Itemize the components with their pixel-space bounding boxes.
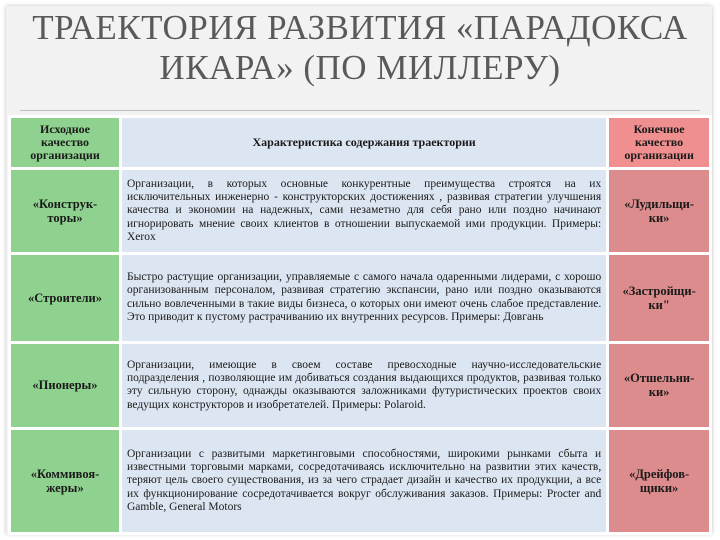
cell-trajectory-description: Быстро растущие организации, управляемые с самого начала одаренными лидерами, с хорошо организованным персоналом, развивая стратегию экспансии, рано или поздно оказываются сильно вовлеченными в такие виды бизнеса, о которых они имеют очень слабое представление. Это приводит к пустому растрачиванию их внутренних ресурсов. Примеры: Довгань (121, 253, 608, 342)
title-line-1: ТРАЕКТОРИЯ РАЗВИТИЯ «ПАРАДОКСА (32, 8, 688, 47)
icarus-paradox-table (8, 115, 712, 535)
cell-initial-quality: «Конструк-торы» (10, 169, 121, 254)
table-row (10, 169, 711, 254)
table-row (10, 342, 711, 429)
cell-trajectory-description: Организации с развитыми маркетинговыми способностями, широкими рынками сбыта и известными торговыми марками, сосредотачиваясь исключительно на развитии этих качеств, теряют цель своего существования, из за чего страдает дизайн и качество их продукции, а все их функционирование сосредотачивается вокруг обслуживания заказов. Примеры: Procter and Gamble, General Motors (121, 429, 608, 534)
table-row (10, 253, 711, 342)
cell-initial-quality: «Коммивоя-жеры» (10, 429, 121, 534)
cell-trajectory-description: Организации, имеющие в своем составе превосходные научно-исследовательские подразделения , позволяющие им добиваться создания выдающихся продуктов, развивая только эту сильную сторону, однажды оказываются заложниками футуристических проектов своих ведущих конструкторов и изобретателей. Примеры: Polaroid. (121, 342, 608, 429)
title-divider (20, 110, 700, 111)
title-line-2: ИКАРА» (ПО МИЛЛЕРУ) (159, 48, 561, 87)
header-trajectory-description: Характеристика содержания траектории (121, 117, 608, 169)
cell-initial-quality: «Строители» (10, 253, 121, 342)
table-header-row (10, 117, 711, 169)
cell-final-quality: «Отшельни-ки» (608, 342, 711, 429)
table-row (10, 429, 711, 534)
cell-trajectory-description: Организации, в которых основные конкурентные преимущества строятся на их исключительных инженерно - конструкторских достижениях , развивая стратегии улучшения качества и экономии на надежных, сами незаметно для себя рано или поздно начинают игнорировать мнение своих клиентов в отношении выпускаемой ими продукции. Примеры: Xerox (121, 169, 608, 254)
cell-final-quality: «Лудильщи-ки» (608, 169, 711, 254)
header-final-quality: Конечное качество организации (608, 117, 711, 169)
slide-title (20, 8, 700, 88)
cell-final-quality: «Застройщи-ки" (608, 253, 711, 342)
cell-initial-quality: «Пионеры» (10, 342, 121, 429)
cell-final-quality: «Дрейфов-щики» (608, 429, 711, 534)
header-initial-quality: Исходное качество организации (10, 117, 121, 169)
